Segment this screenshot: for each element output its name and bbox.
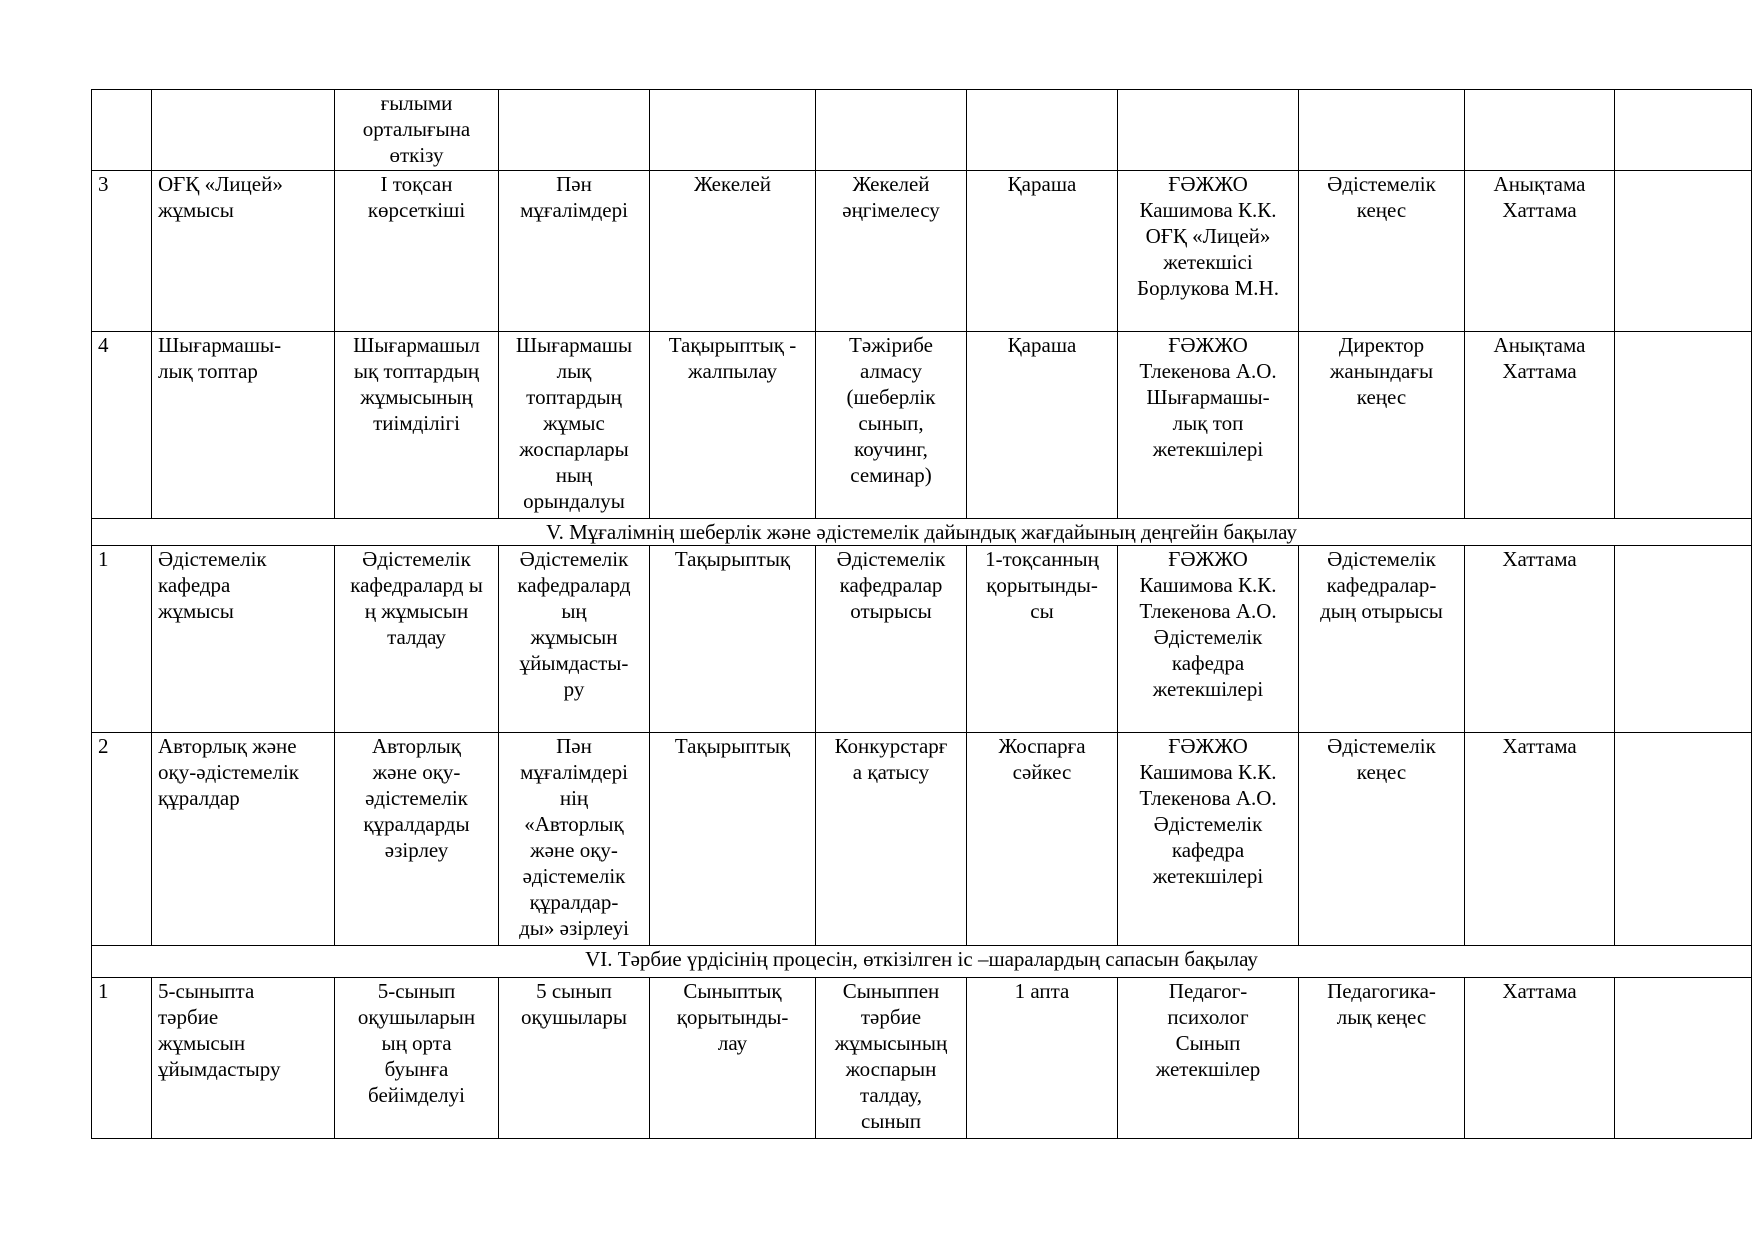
section-row <box>92 519 1752 546</box>
cell-responsible: ҒӘЖЖО Кашимова К.К. Тлекенова А.О. Әдістемелік кафедра жетекшілері <box>1118 733 1299 946</box>
cell-name: Әдістемелік кафедра жұмысы <box>152 546 335 733</box>
table-row <box>92 978 1752 1139</box>
cell-method: Сыныппен тәрбие жұмысының жоспарын талдау, сынып <box>816 978 967 1139</box>
cell-object: 5 сынып оқушылары <box>499 978 650 1139</box>
cell-result: Хаттама <box>1465 733 1615 946</box>
cell-result: Хаттама <box>1465 546 1615 733</box>
cell-type: Тақырыптық <box>650 546 816 733</box>
cell-object: Әдістемелік кафедралард ың жұмысын ұйымдасты- ру <box>499 546 650 733</box>
cell-method: Тәжірибе алмасу (шеберлік сынып, коучинг, семинар) <box>816 332 967 519</box>
cell-name: ОҒҚ «Лицей» жұмысы <box>152 171 335 332</box>
cell-review: Әдістемелік кеңес <box>1299 171 1465 332</box>
cell-review: Әдістемелік кеңес <box>1299 733 1465 946</box>
cell-goal: ғылыми орталығына өткізу <box>335 90 499 171</box>
cell-goal: 5-сынып оқушыларын ың орта буынға бейімделуі <box>335 978 499 1139</box>
cell-name: Шығармашы- лық топтар <box>152 332 335 519</box>
cell-num: 1 <box>92 546 152 733</box>
cell-result: Анықтама Хаттама <box>1465 332 1615 519</box>
cell-num: 2 <box>92 733 152 946</box>
cell-type: Тақырыптық <box>650 733 816 946</box>
control-plan-table <box>91 89 1752 1139</box>
cell-note <box>1615 90 1752 171</box>
cell-name <box>152 90 335 171</box>
cell-date: Қараша <box>967 171 1118 332</box>
cell-date: Қараша <box>967 332 1118 519</box>
cell-note <box>1615 978 1752 1139</box>
cell-name: Авторлық және оқу-әдістемелік құралдар <box>152 733 335 946</box>
cell-num: 4 <box>92 332 152 519</box>
cell-type <box>650 90 816 171</box>
table-row <box>92 546 1752 733</box>
cell-type: Жекелей <box>650 171 816 332</box>
cell-responsible: ҒӘЖЖО Кашимова К.К. ОҒҚ «Лицей» жетекшісі Борлукова М.Н. <box>1118 171 1299 332</box>
cell-responsible <box>1118 90 1299 171</box>
section-row <box>92 946 1752 978</box>
cell-object: Шығармашы лық топтардың жұмыс жоспарлары ның орындалуы <box>499 332 650 519</box>
cell-num <box>92 90 152 171</box>
cell-type: Тақырыптық - жалпылау <box>650 332 816 519</box>
cell-date: 1 апта <box>967 978 1118 1139</box>
cell-goal: Әдістемелік кафедралард ы ң жұмысын талдау <box>335 546 499 733</box>
cell-review <box>1299 90 1465 171</box>
cell-result <box>1465 90 1615 171</box>
section-title-vi: VI. Тәрбие үрдісінің процесін, өткізілген іс –шаралардың сапасын бақылау <box>92 946 1752 978</box>
cell-goal: Авторлық және оқу- әдістемелік құралдарды әзірлеу <box>335 733 499 946</box>
cell-type: Сыныптық қорытынды- лау <box>650 978 816 1139</box>
cell-date <box>967 90 1118 171</box>
table-row <box>92 171 1752 332</box>
cell-num: 1 <box>92 978 152 1139</box>
cell-responsible: ҒӘЖЖО Кашимова К.К. Тлекенова А.О. Әдістемелік кафедра жетекшілері <box>1118 546 1299 733</box>
cell-result: Анықтама Хаттама <box>1465 171 1615 332</box>
cell-responsible: Педагог- психолог Сынып жетекшілер <box>1118 978 1299 1139</box>
cell-review: Әдістемелік кафедралар- дың отырысы <box>1299 546 1465 733</box>
cell-method: Әдістемелік кафедралар отырысы <box>816 546 967 733</box>
cell-review: Педагогика- лық кеңес <box>1299 978 1465 1139</box>
table-row <box>92 733 1752 946</box>
cell-note <box>1615 546 1752 733</box>
cell-note <box>1615 733 1752 946</box>
cell-goal: Шығармашыл ық топтардың жұмысының тиімділігі <box>335 332 499 519</box>
cell-object <box>499 90 650 171</box>
cell-result: Хаттама <box>1465 978 1615 1139</box>
cell-goal: I тоқсан көрсеткіші <box>335 171 499 332</box>
cell-name: 5-сыныпта тәрбие жұмысын ұйымдастыру <box>152 978 335 1139</box>
cell-object: Пән мұғалімдері <box>499 171 650 332</box>
cell-date: 1-тоқсанның қорытынды- сы <box>967 546 1118 733</box>
cell-method <box>816 90 967 171</box>
cell-note <box>1615 171 1752 332</box>
cell-responsible: ҒӘЖЖО Тлекенова А.О. Шығармашы- лық топ жетекшілері <box>1118 332 1299 519</box>
section-title-v: V. Мұғалімнің шеберлік және әдістемелік дайындық жағдайының деңгейін бақылау <box>92 519 1752 546</box>
cell-note <box>1615 332 1752 519</box>
cell-method: Конкурстарғ а қатысу <box>816 733 967 946</box>
table-row <box>92 332 1752 519</box>
cell-date: Жоспарға сәйкес <box>967 733 1118 946</box>
cell-review: Директор жанындағы кеңес <box>1299 332 1465 519</box>
table-row <box>92 90 1752 171</box>
cell-method: Жекелей әңгімелесу <box>816 171 967 332</box>
cell-object: Пән мұғалімдері нің «Авторлық және оқу- әдістемелік құралдар- ды» әзірлеуі <box>499 733 650 946</box>
cell-num: 3 <box>92 171 152 332</box>
